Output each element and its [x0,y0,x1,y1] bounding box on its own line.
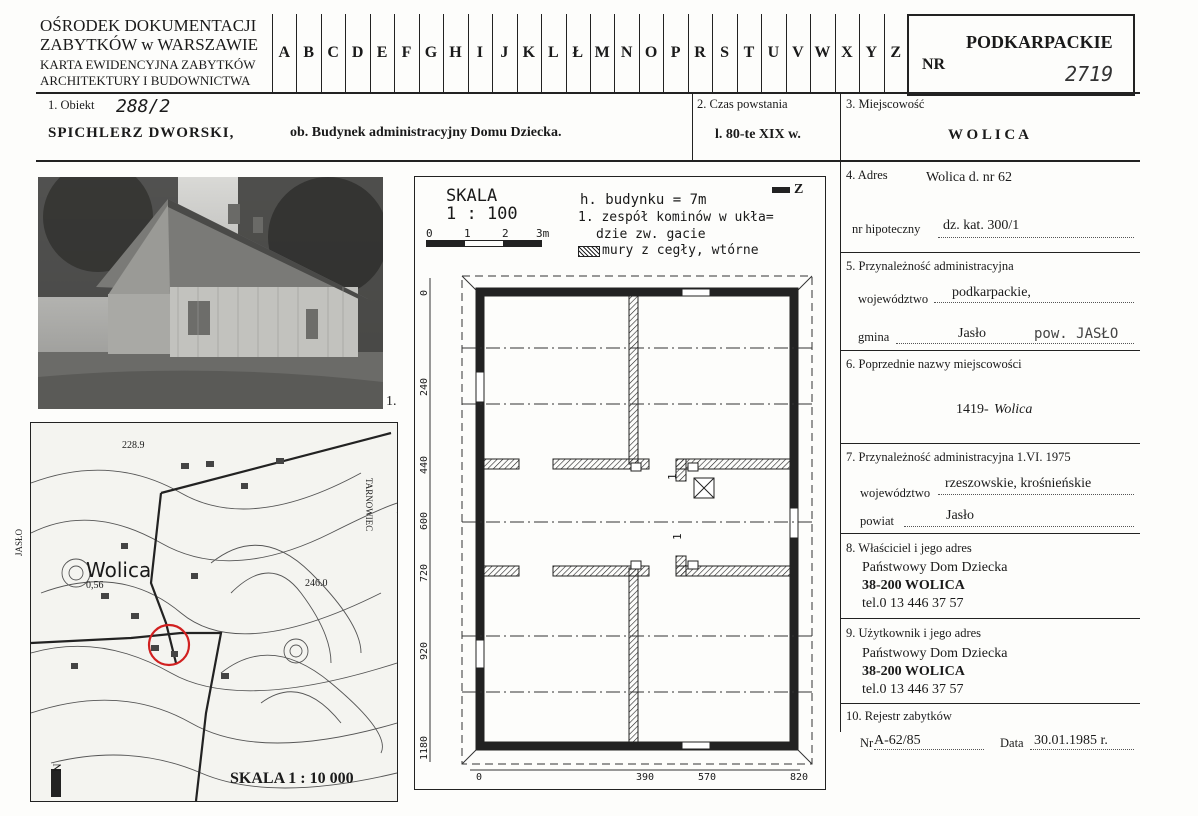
user-line2: 38-200 WOLICA [862,664,965,679]
time-label: 2. Czas powstania [697,97,788,111]
gmina-label: gmina [858,330,890,344]
plan-drawing [414,176,824,788]
register-nr-label: Nr [860,736,874,750]
province-name: PODKARPACKIE [966,32,1113,52]
alphabet-letter: R [694,44,706,61]
plan-scale-value: 1 : 100 [446,204,518,224]
object-handwritten-number: 288/2 [116,96,171,117]
voivodeship-value: podkarpackie, [952,285,1031,300]
alphabet-letter: K [522,44,536,61]
y-dimension-label: 920 [419,641,430,660]
alphabet-letter: I [476,44,484,61]
voivodeship-label: województwo [858,292,929,306]
alphabet-letter: X [841,44,853,61]
map-elevation-3: 0,56 [86,580,104,591]
prev-names-name: Wolica [994,402,1033,417]
x-dimension-label: 820 [790,772,809,783]
chimney-mark: 1 [671,533,684,540]
alphabet-letter: Z [890,44,902,61]
alphabet-letter: B [303,44,315,61]
alphabet-letter: U [767,44,780,61]
map-place-name: Wolica [86,558,152,582]
owner-label: 8. Właściciel i jego adres [846,541,972,555]
voivodeship1975-label: województwo [860,486,931,500]
y-dimension-label: 0 [419,289,430,296]
alphabet-letter: F [401,44,412,61]
alphabet-letter: W [814,44,831,61]
alphabet-letter: T [743,44,755,61]
alphabet-letter: D [351,44,364,61]
register-nr-value: A-62/85 [874,733,921,748]
owner-line1: Państwowy Dom Dziecka [862,560,1008,575]
nr-label: NR [922,56,946,73]
alphabet-letter: L [547,44,559,61]
register-date-value: 30.01.1985 r. [1034,733,1108,748]
y-dimension-label: 600 [419,511,430,530]
y-dimension-label: 240 [419,377,430,396]
alphabet-letter: E [376,44,388,61]
nr-handwritten: 2719 [1065,62,1114,86]
prev-names-label: 6. Poprzednie nazwy miejscowości [846,357,1022,371]
x-dimension-label: 0 [476,772,483,783]
owner-line2: 38-200 WOLICA [862,578,965,593]
org-name-line2: ZABYTKÓW w WARSZAWIE [40,35,259,54]
x-dimension-label: 390 [636,772,655,783]
object-description: ob. Budynek administracyjny Domu Dziecka. [290,125,562,140]
register-date-label: Data [1000,736,1024,750]
alphabet-letter: J [500,44,509,61]
card-type-line1: KARTA EWIDENCYJNA ZABYTKÓW [40,57,256,72]
map-side-label: JASŁO [14,528,24,556]
photo-caption-number: 1. [386,394,397,409]
alphabet-letter: Y [865,44,878,61]
owner-line3: tel.0 13 446 37 57 [862,596,964,611]
map-scale: SKALA 1 : 10 000 [230,770,354,787]
y-dimension-label: 720 [419,563,430,582]
admin1975-label: 7. Przynależność administracyjna 1.VI. 1975 [846,450,1071,464]
gmina-value: Jasło [958,326,986,341]
user-label: 9. Użytkownik i jego adres [846,626,982,640]
alphabet-letter: O [644,44,658,61]
scale-tick-label: 3m [536,227,550,240]
object-name: SPICHLERZ DWORSKI, [48,125,235,141]
scale-tick-label: 1 [464,227,471,240]
org-name-line1: OŚRODEK DOKUMENTACJI [40,16,257,35]
map-north: N [50,763,64,772]
plan-orientation: Z [794,182,804,197]
prev-names-year: 1419- [956,402,989,417]
card-type-line2: ARCHITEKTURY I BUDOWNICTWA [40,73,251,88]
powiat-value: Jasło [946,508,974,523]
y-dimension-label: 1180 [419,735,430,760]
user-line3: tel.0 13 446 37 57 [862,682,964,697]
place-label: 3. Miejscowość [846,97,925,111]
admin-label: 5. Przynależność administracyjna [846,259,1014,273]
alphabet-letter: H [449,44,462,61]
plan-height-note: h. budynku = 7m [580,192,707,208]
register-label: 10. Rejestr zabytków [846,709,952,723]
plan-legend-brick: mury z cegły, wtórne [602,243,759,258]
alphabet-letter: C [327,44,339,61]
plan-note1-line2: dzie zw. gacie [596,227,706,242]
plan-scale-title: SKALA [446,186,498,206]
map-elevation-2: 246.0 [305,578,328,589]
mortgage-value: dz. kat. 300/1 [943,218,1020,233]
map-road-label: TARNOWIEC [364,478,374,532]
alphabet-letter: P [670,44,681,61]
gmina-handwritten: pow. JASŁO [1034,326,1119,342]
alphabet-letter: A [278,44,290,61]
powiat-label: powiat [860,514,895,528]
alphabet-letter: S [720,44,729,61]
chimney-mark: 1 [666,473,679,480]
x-dimension-label: 570 [698,772,717,783]
voivodeship1975-value: rzeszowskie, krośnieńskie [945,476,1092,491]
mortgage-label: nr hipoteczny [852,222,921,236]
scale-tick-label: 2 [502,227,509,240]
object-label: 1. Obiekt [48,98,95,112]
y-dimension-label: 440 [419,455,430,474]
user-line1: Państwowy Dom Dziecka [862,646,1008,661]
building-photo [38,177,383,409]
plan-note1-line1: 1. zespół kominów w ukła= [578,210,774,225]
map-elevation-1: 228.9 [122,440,145,451]
alphabet-letter: V [792,44,804,61]
time-value: l. 80-te XIX w. [715,127,801,142]
alphabet-letter: M [594,44,610,61]
address-value: Wolica d. nr 62 [926,170,1012,185]
alphabet-letter: G [424,44,438,61]
scale-tick-label: 0 [426,227,433,240]
location-map [30,422,398,802]
place-value: W O L I C A [948,127,1029,143]
alphabet-letter: N [620,44,633,61]
alphabet-letter: Ł [572,44,584,61]
address-label: 4. Adres [846,168,888,182]
